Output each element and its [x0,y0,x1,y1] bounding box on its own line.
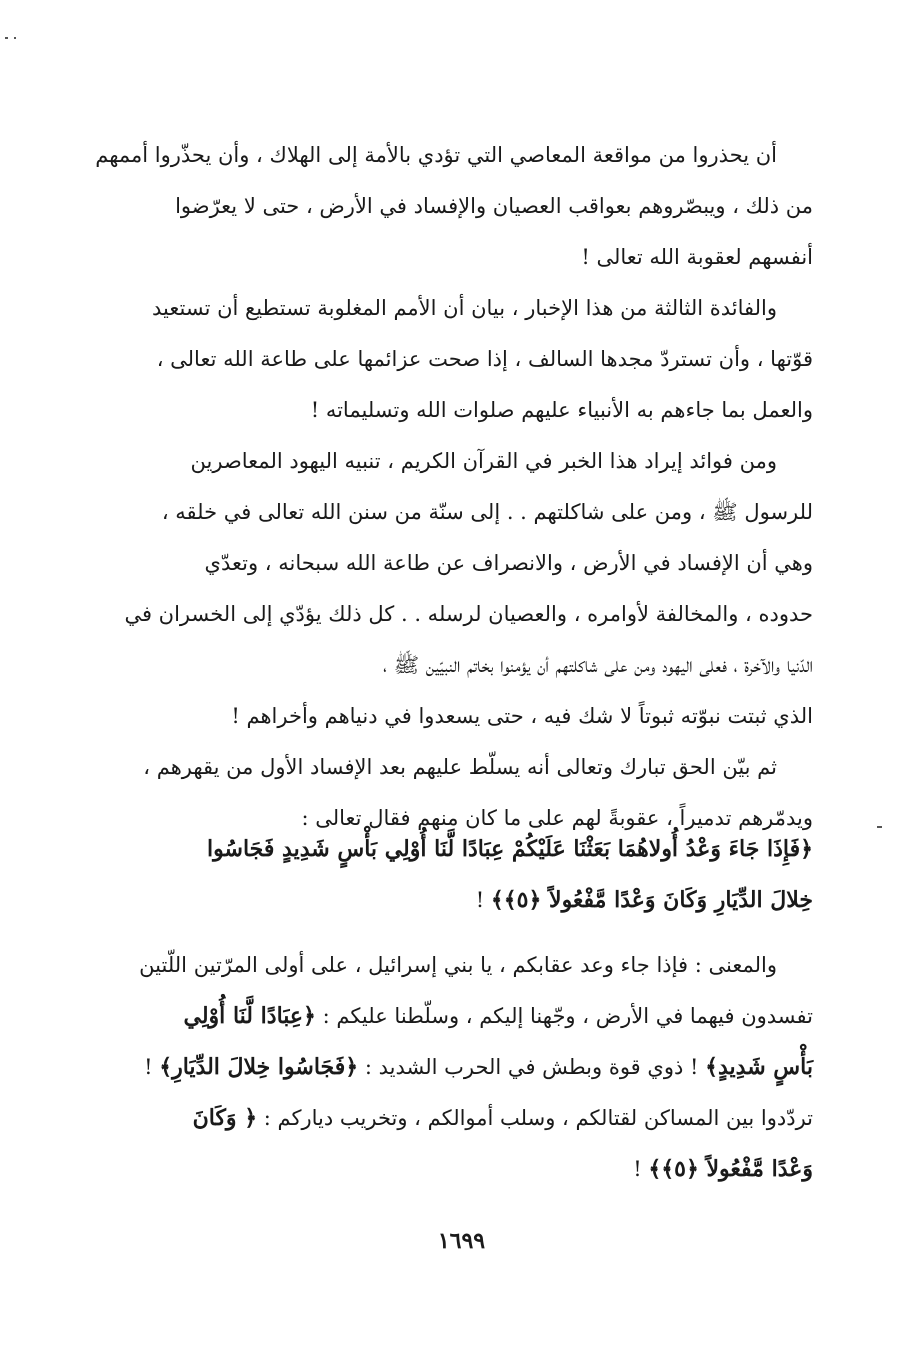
paragraph [96,436,813,742]
text-line [96,1093,813,1144]
text-line [96,436,813,487]
text-line [96,742,813,793]
line-text: والمعنى : فإذا جاء وعد عقابكم ، يا بني إسرائيل ، على أولى المرّتين اللّتين [139,953,777,977]
quran-verse: ﴿فَإِذَا جَاءَ وَعْدُ أُولاهُمَا بَعَثْنَا عَلَيْكُمْ عِبَادًا لَّنَا أُوْلِي بَأْسٍ شَدِيدٍ فَجَاسُوا [207,836,813,862]
text-line [96,589,813,640]
text-line [96,640,813,691]
text-line [96,130,813,181]
paragraph [96,283,813,436]
line-text: تردّدوا بين المساكن لقتالكم ، وسلب أموالكم ، وتخريب دياركم : [257,1106,813,1130]
text-line [96,1144,813,1195]
text-line [96,232,813,283]
scan-speck-top-left-2 [14,37,16,39]
line-text: ومن فوائد إيراد هذا الخبر في القرآن الكريم ، تنبيه اليهود المعاصرين [190,449,777,473]
paragraph [96,940,813,1195]
line-text: من ذلك ، ويبصّروهم بعواقب العصيان والإفساد في الأرض ، حتى لا يعرّضوا [175,194,813,218]
line-text: الذي ثبتت نبوّته ثبوتاً لا شك فيه ، حتى يسعدوا في دنياهم وأخراهم ! [231,704,813,728]
line-text: والفائدة الثالثة من هذا الإخبار ، بيان أن الأمم المغلوبة تستطيع أن تستعيد [152,296,777,320]
quran-verse: ﴿ وَكَانَ [192,1105,258,1131]
line-text: وهي أن الإفساد في الأرض ، والانصراف عن طاعة الله سبحانه ، وتعدّي [204,551,813,575]
line-text: حدوده ، والمخالفة لأوامره ، والعصيان لرسله . . كل ذلك يؤدّي إلى الخسران في [124,602,813,626]
text-line [96,385,813,436]
line-text: تفسدون فيهما في الأرض ، وجّهنا إليكم ، وسلّطنا عليكم : [315,1004,813,1028]
text-line [96,283,813,334]
text-line [96,1042,813,1093]
text-line [96,334,813,385]
quran-verse: ﴿عِبَادًا لَّنَا أُوْلِي [183,1003,316,1029]
paragraph [96,824,813,926]
line-text: للرسول ﷺ ، ومن على شاكلتهم . . إلى سنّة من سنن الله تعالى في خلقه ، [161,500,813,524]
paragraph [96,130,813,283]
quran-verse: ﴿فَجَاسُوا خِلالَ الدِّيَارِ﴾ [159,1054,359,1080]
text-line [96,875,813,926]
line-text: قوّتها ، وأن تستردّ مجدها السالف ، إذا صحت عزائمها على طاعة الله تعالى ، [156,347,813,371]
line-text: والعمل بما جاءهم به الأنبياء عليهم صلوات الله وتسليماته ! [310,398,813,422]
text-line [96,824,813,875]
text-line [96,991,813,1042]
line-text: الدّنيا والآخرة ، فعلى اليهود ومن على شاكلتهم أن يؤمنوا بخاتم النبيّين ﷺ ، [383,653,813,677]
line-text: ! [144,1055,160,1079]
scan-speck-right [877,826,882,828]
line-text: أنفسهم لعقوبة الله تعالى ! [581,245,813,269]
line-text: ! [633,1157,649,1181]
line-text: ثم بيّن الحق تبارك وتعالى أنه يسلّط عليهم بعد الإفساد الأول من يقهرهم ، [143,755,777,779]
text-line [96,487,813,538]
line-text: ويدمّرهم تدميراً ، عقوبةً لهم على ما كان منهم فقال تعالى : [301,806,813,830]
line-text: أن يحذروا من مواقعة المعاصي التي تؤدي بالأمة إلى الهلاك ، وأن يحذّروا أممهم [95,143,777,167]
line-text: ! [475,888,491,912]
quran-verse: بَأْسٍ شَدِيدٍ﴾ [705,1054,813,1080]
quran-verse: خِلالَ الدِّيَارِ وَكَانَ وَعْدًا مَّفْعُولاً ﴿٥﴾﴾ [490,887,813,913]
scan-speck-top-left [5,37,8,39]
quran-verse: وَعْدًا مَّفْعُولاً ﴿٥﴾﴾ [648,1156,813,1182]
text-line [96,691,813,742]
line-text: ! ذوي قوة وبطش في الحرب الشديد : [358,1055,706,1079]
text-line [96,940,813,991]
text-line [96,181,813,232]
page-number: ١٦٩٩ [437,1228,486,1254]
text-line [96,538,813,589]
